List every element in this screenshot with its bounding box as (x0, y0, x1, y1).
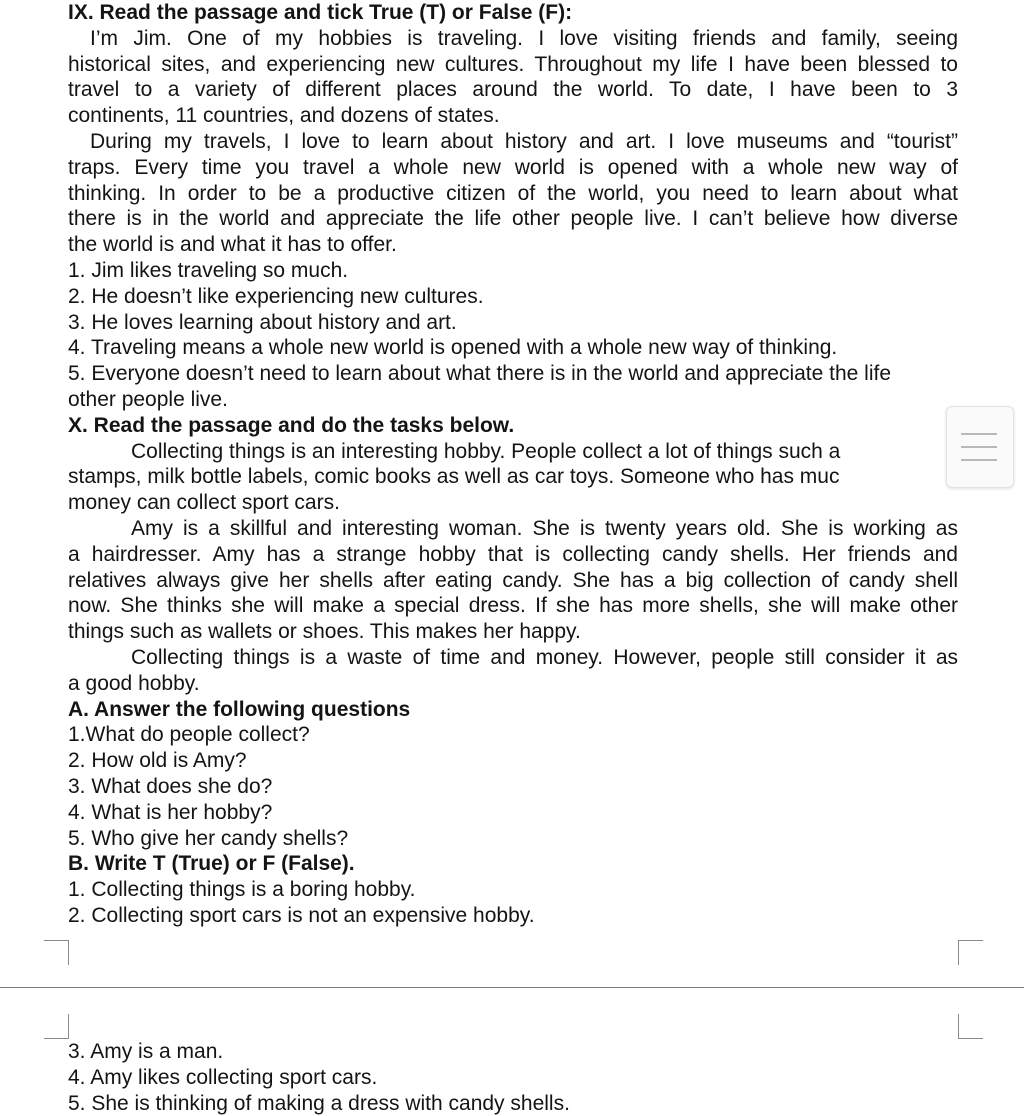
text-line: travel to a variety of different places around the world. To date, I have been to 3 (68, 78, 958, 102)
text-line: thinking. In order to be a productive citizen of the world, you need to learn about what (68, 181, 958, 205)
menu-lines-icon (961, 446, 997, 448)
text-line: a hairdresser. Amy has a strange hobby that is collecting candy shells. Her friends and (68, 542, 958, 566)
page-2-content (68, 1039, 958, 1116)
page-break-divider (0, 987, 1024, 988)
task-a-heading: A. Answer the following questions (68, 697, 411, 721)
text-line: the world is and what it has to offer. (68, 233, 397, 257)
statement-item: 3. He loves learning about history and art. (68, 310, 457, 334)
question-item: 5. Who give her candy shells? (68, 826, 349, 850)
crop-mark-bottom-left (44, 1014, 69, 1039)
menu-handle-button[interactable] (946, 406, 1014, 488)
section-x-heading: X. Read the passage and do the tasks below. (68, 413, 515, 437)
task-a-questions (68, 722, 958, 851)
text-line: money can collect sport cars. (68, 491, 340, 515)
crop-mark-bottom-right (958, 1014, 983, 1039)
menu-lines-icon (961, 459, 997, 461)
section-x-paragraph-2 (68, 516, 958, 645)
statement-item: 5. Everyone doesn’t need to learn about what there is in the world and appreciate the life (68, 362, 892, 386)
tf-item: 3. Amy is a man. (68, 1040, 224, 1063)
text-line: continents, 11 countries, and dozens of states. (68, 104, 500, 128)
text-line: there is in the world and appreciate the life other people live. I can’t believe how diverse (68, 207, 958, 231)
tf-item: 4. Amy likes collecting sport cars. (68, 1065, 378, 1089)
question-item: 1.What do people collect? (68, 723, 310, 747)
text-line: I’m Jim. One of my hobbies is traveling. I love visiting friends and family, seeing (90, 26, 958, 50)
text-line: traps. Every time you travel a whole new world is opened with a whole new way of (68, 155, 958, 179)
section-x-paragraph-3 (68, 645, 958, 697)
section-x-paragraph-1 (68, 439, 958, 516)
text-line: historical sites, and experiencing new cultures. Throughout my life I have been blessed to (68, 52, 958, 76)
statement-item: 1. Jim likes traveling so much. (68, 258, 349, 282)
crop-mark-top-left (44, 940, 69, 965)
question-item: 4. What is her hobby? (68, 800, 273, 824)
text-line: stamps, milk bottle labels, comic books as well as car toys. Someone who has muc (68, 465, 840, 489)
text-line: things such as wallets or shoes. This makes her happy. (68, 620, 581, 644)
menu-lines-icon (961, 433, 997, 435)
text-line: Amy is a skillful and interesting woman. She is twenty years old. She is working as (131, 516, 958, 540)
text-line: now. She thinks she will make a special dress. If she has more shells, she will make other (68, 594, 958, 618)
section-ix-paragraph-1 (68, 26, 958, 129)
tf-item: 2. Collecting sport cars is not an expensive hobby. (68, 903, 535, 927)
section-ix-statements (68, 258, 958, 413)
task-b-heading: B. Write T (True) or F (False). (68, 852, 355, 876)
section-ix-heading: IX. Read the passage and tick True (T) or False (F): (68, 1, 573, 24)
page-1-content (68, 0, 958, 929)
text-line: Collecting things is a waste of time and money. However, people still consider it as (131, 645, 958, 669)
crop-mark-top-right (958, 940, 983, 965)
task-b-items-page-1 (68, 877, 958, 929)
question-item: 3. What does she do? (68, 774, 273, 798)
text-line: During my travels, I love to learn about history and art. I love museums and “tourist” (90, 129, 958, 153)
question-item: 2. How old is Amy? (68, 749, 247, 773)
section-ix-paragraph-2 (68, 129, 958, 258)
tf-item: 1. Collecting things is a boring hobby. (68, 878, 416, 902)
text-line: relatives always give her shells after eating candy. She has a big collection of candy shell (68, 568, 958, 592)
text-line: Collecting things is an interesting hobby. People collect a lot of things such a (131, 439, 841, 463)
text-line: a good hobby. (68, 671, 200, 695)
statement-item: 4. Traveling means a whole new world is opened with a whole new way of thinking. (68, 336, 838, 360)
tf-item: 5. She is thinking of making a dress with candy shells. (68, 1091, 570, 1115)
statement-item: 2. He doesn’t like experiencing new cultures. (68, 284, 484, 308)
statement-item: other people live. (68, 387, 228, 411)
